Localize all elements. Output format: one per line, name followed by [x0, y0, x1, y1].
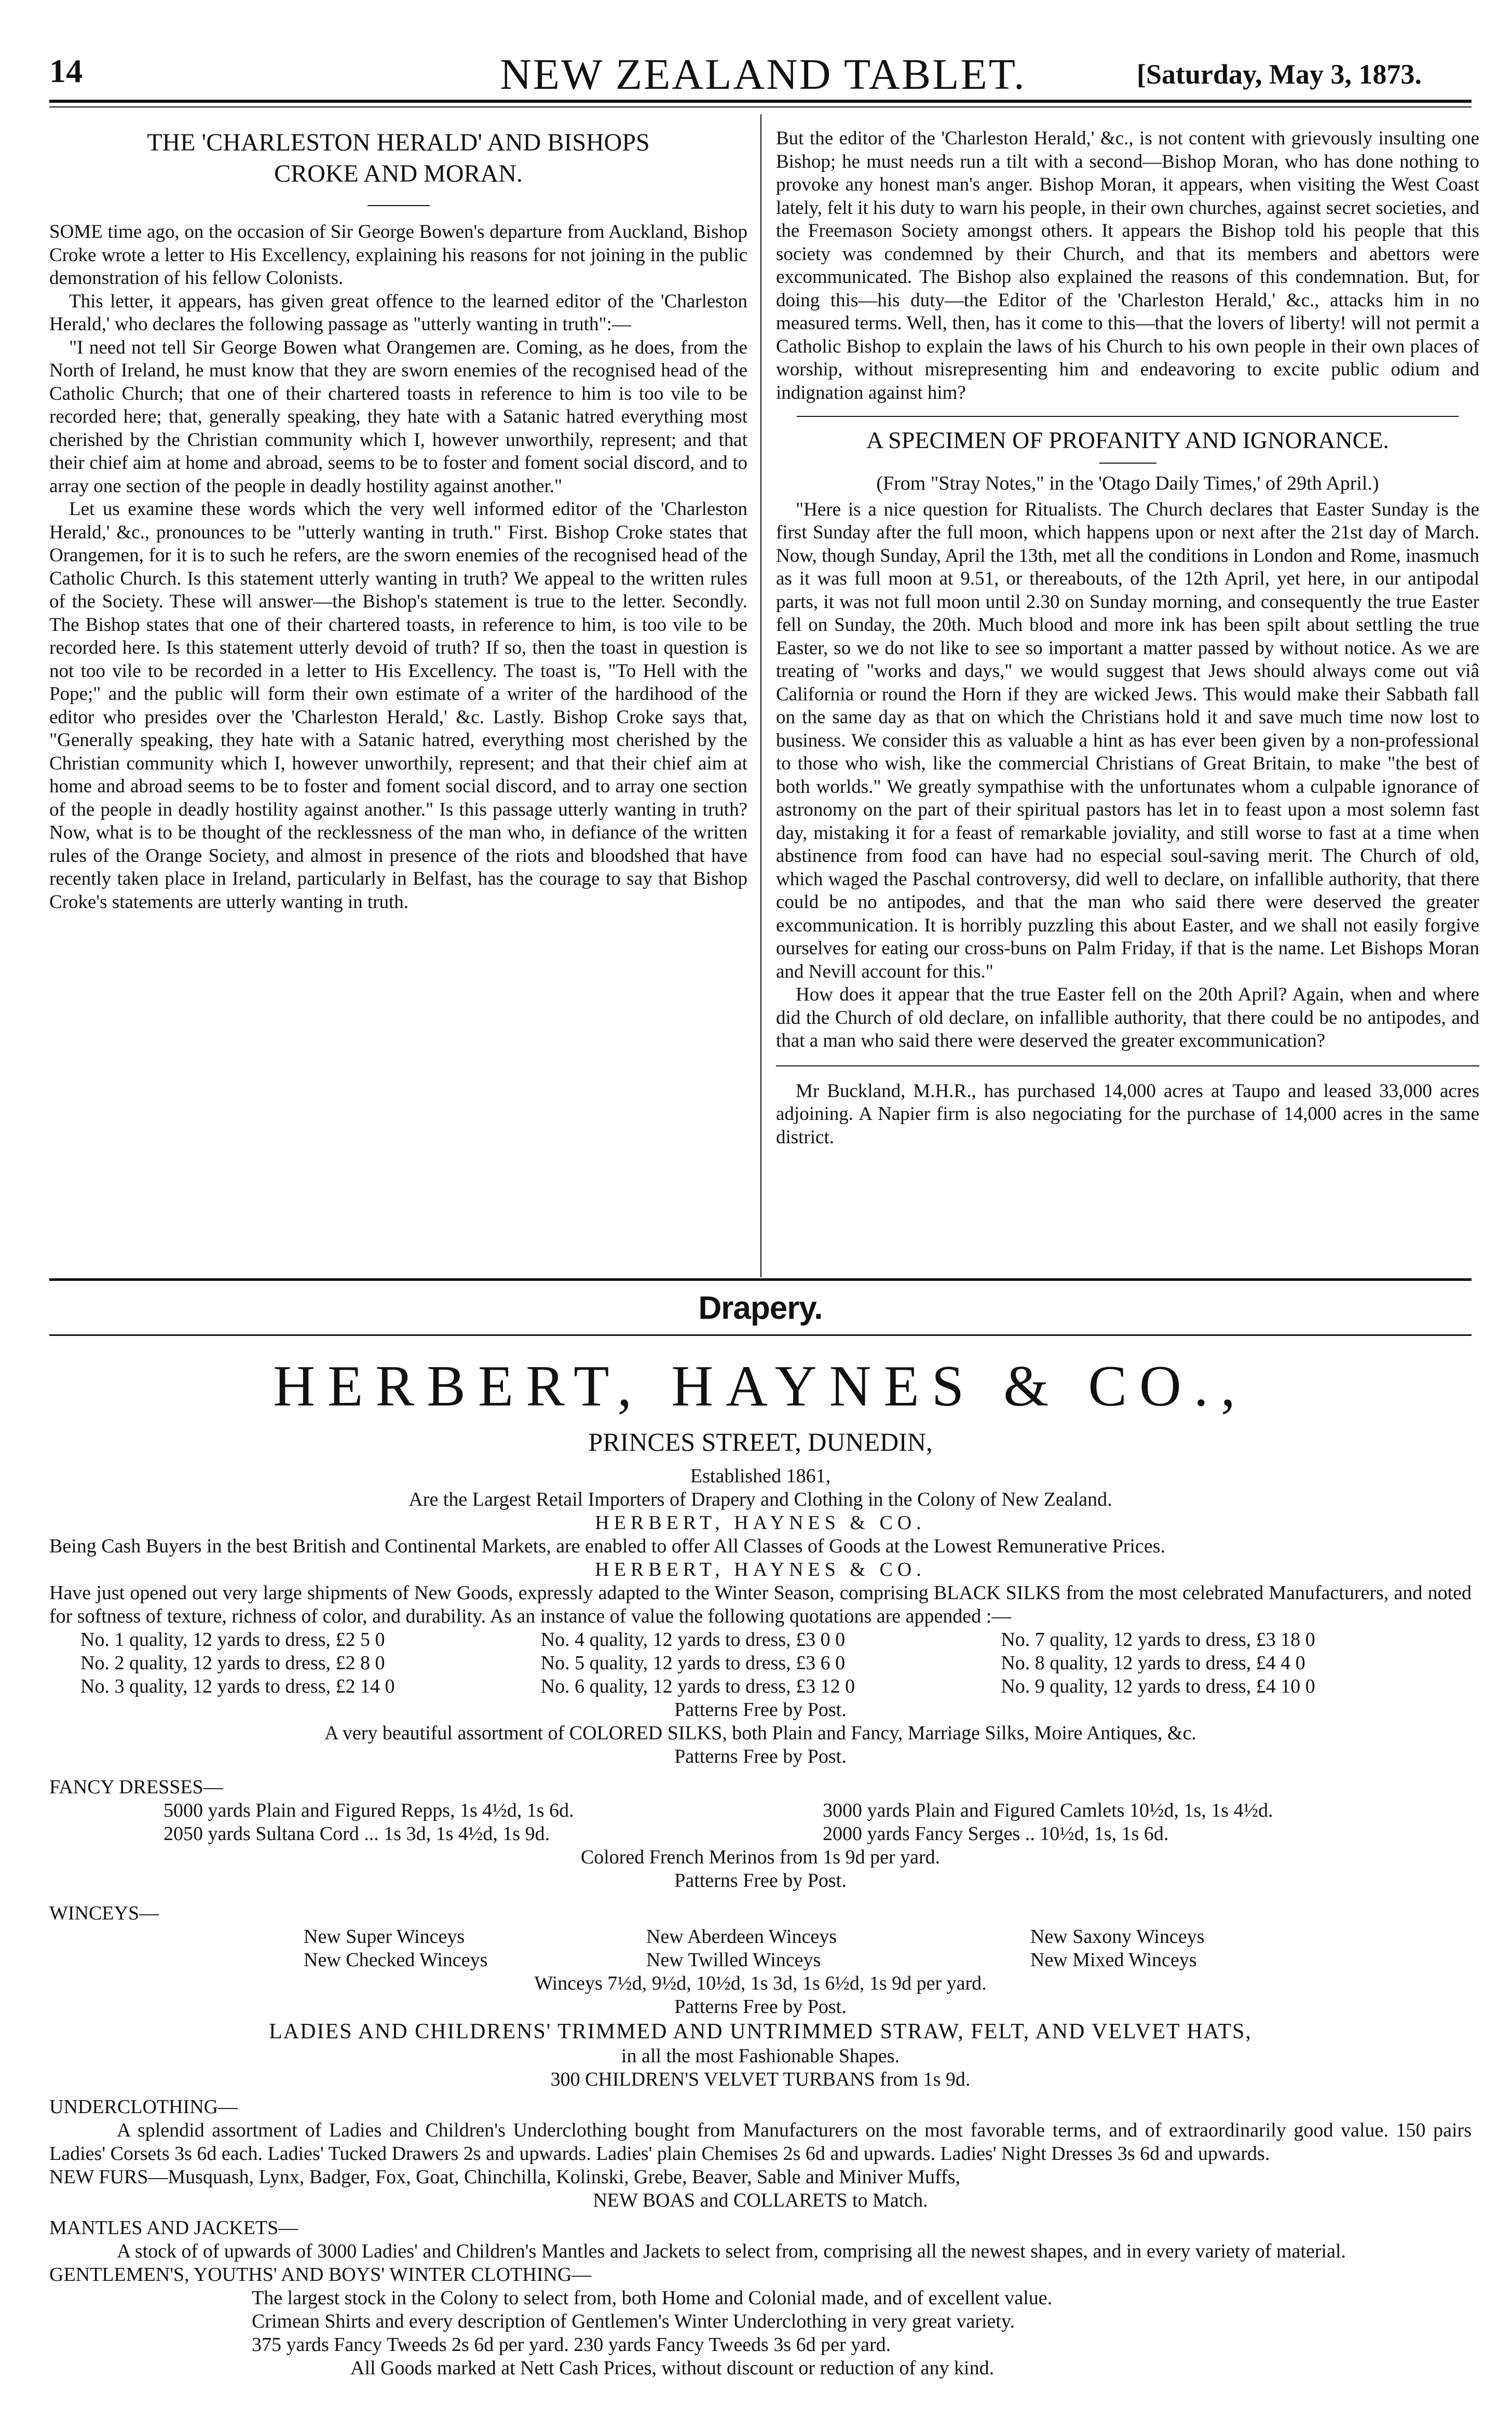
article-title-line2: CROKE AND MORAN. — [274, 160, 523, 187]
table-row — [80, 1675, 1461, 1698]
price-cell: 5000 yards Plain and Figured Repps, 1s 4½d, 1s 6d. — [164, 1800, 574, 1821]
patterns-free: Patterns Free by Post. — [674, 1699, 847, 1721]
wincey-cell: New Saxony Winceys — [1030, 1926, 1205, 1948]
gents-line: Crimean Shirts and every description of Gentlemen's Winter Underclothing in very great variety. — [252, 2310, 1015, 2332]
gents-line: 375 yards Fancy Tweeds 2s 6d per yard. 230 yards Fancy Tweeds 3s 6d per yard. — [252, 2334, 891, 2356]
merinos: Colored French Merinos from 1s 9d per yard. — [580, 1846, 941, 1868]
gents-line: The largest stock in the Colony to select from, both Home and Colonial made, and of excellent value. — [252, 2287, 1053, 2309]
hats-subline: in all the most Fashionable Shapes. — [621, 2045, 900, 2067]
article-body — [49, 221, 747, 914]
quotation-cell: No. 1 quality, 12 yards to dress, £2 5 0 — [80, 1629, 385, 1651]
paragraph: This letter, it appears, has given great offence to the learned editor of the 'Charleston Herald,' who declares the following passage as "utterly wanting in truth":— — [49, 290, 747, 335]
patterns-free: Patterns Free by Post. — [674, 1746, 847, 1767]
price-cell: 2000 yards Fancy Serges .. 10½d, 1s, 1s 6d. — [823, 1823, 1169, 1845]
page-number: 14 — [49, 52, 83, 89]
title-separator — [367, 205, 430, 206]
gents-line: All Goods marked at Nett Cash Prices, without discount or reduction of any kind. — [350, 2357, 995, 2379]
fancy-dresses-table — [164, 1799, 1357, 1846]
land-purchase-note: Mr Buckland, M.H.R., has purchased 14,000 acres at Taupo and leased 33,000 acres adjoining. A Napier firm is also negociating for the purchase of 14,000 acres in the same district. — [776, 1080, 1479, 1148]
firm-name-repeat: HERBERT, HAYNES & CO. — [595, 1559, 926, 1580]
right-column — [776, 127, 1479, 1149]
quoted-paragraph: "Here is a nice question for Ritualists. The Church declares that Easter Sunday is the first Sunday after the full moon, which happens upon or next after the 21st day of March. Now, though Sunday, April the 13th, met all the conditions in London and Rome, inasmuch as it was full moon at 9.51, or thereabouts, of the 12th April, yet here, in our antipodal parts, it was not full moon until 2.30 on Sunday morning, and consequently the true Easter fell on Sunday, the 20th. Much blood and more ink has been spilt about settling the true Easter, so we do not like to see so important a matter passed by without notice. As we are treating of "works and days," we would suggest that Jews should always come out viâ California or round the Horn if they are wicked Jews. This would make their Sabbath fall on the same day as that on which the Christians hold it and save much time now lost to business. We consider this as valuable a hint as has ever been given by a non-professional to those who wish, like the commercial Christians of Great Britain, to make "the best of both worlds." We greatly sympathise with the unfortunates whom a culpable ignorance of astronomy on the part of their spiritual pastors has let in to feast upon a most solemn fast day, mistaking it for a feast of remarkable joviality, and still worse to fast at a time when abstinence from food can have had no especial soul-saving merit. The Church of old, which waged the Paschal controversy, did well to declare, on infallible authority, that there could be no antipodes, and that the man who said there were deserved the greater excommunication. It is horribly puzzling this about Easter, and we shall not easily forgive ourselves for eating our cross-buns on Palm Friday, if that is the name. Let Bishops Moran and Nevill account for this." — [776, 498, 1479, 982]
section-rule — [776, 1065, 1479, 1066]
title-separator — [1099, 463, 1156, 464]
winceys-heading: WINCEYS— — [49, 1902, 159, 1924]
shipments-text: Have just opened out very large shipments of New Goods, expressly adapted to the Winter Season, comprising BLACK SILKS from the most celebrated Manufacturers, and noted for softness of texture, richness of color, and durability. As an instance of value the following quotations are appended :— — [49, 1582, 1472, 1627]
cash-buyers: Being Cash Buyers in the best British and Continental Markets, are enabled to offer All Classes of Goods at the Lowest Remunerative Prices. — [49, 1535, 1166, 1557]
header-rule-thin — [49, 106, 1472, 107]
quotation-cell: No. 2 quality, 12 yards to dress, £2 8 0 — [80, 1652, 385, 1674]
section-rule — [797, 416, 1459, 417]
advert-body — [49, 1425, 1472, 2380]
column-divider — [760, 114, 761, 1277]
turbans-line: 300 CHILDREN'S VELVET TURBANS from 1s 9d. — [550, 2069, 971, 2090]
gents-heading: GENTLEMEN'S, YOUTHS' AND BOYS' WINTER CLOTHING— — [49, 2264, 592, 2286]
firm-name-repeat: HERBERT, HAYNES & CO. — [595, 1512, 926, 1534]
price-cell: 2050 yards Sultana Cord ... 1s 3d, 1s 4½d, 1s 9d. — [164, 1823, 550, 1845]
boas-line: NEW BOAS and COLLARETS to Match. — [593, 2189, 928, 2211]
article-continuation — [776, 127, 1479, 404]
article-title: A SPECIMEN OF PROFANITY AND IGNORANCE. — [866, 427, 1389, 453]
black-silk-quotations — [80, 1628, 1461, 1698]
table-row — [80, 1628, 1461, 1652]
claim: Are the Largest Retail Importers of Drapery and Clothing in the Colony of New Zealand. — [408, 1489, 1112, 1510]
established: Established 1861, — [690, 1465, 831, 1487]
mantles-text: A stock of of upwards of 3000 Ladies' and Children's Mantles and Jackets to select from, comprising all the newest shapes, and in every variety of material. — [117, 2240, 1346, 2262]
quotation-cell: No. 6 quality, 12 yards to dress, £3 12 0 — [540, 1675, 855, 1697]
fancy-dresses-heading: FANCY DRESSES— — [49, 1776, 223, 1798]
wincey-cell: New Super Winceys — [304, 1926, 465, 1948]
patterns-free: Patterns Free by Post. — [674, 1870, 847, 1891]
article-title-line1: THE 'CHARLESTON HERALD' AND BISHOPS — [147, 129, 650, 156]
masthead: NEW ZEALAND TABLET. — [500, 50, 1026, 99]
wincey-cell: New Mixed Winceys — [1030, 1949, 1197, 1971]
table-row — [304, 1925, 1342, 1949]
table-row — [304, 1949, 1342, 1972]
article-charleston-herald — [49, 127, 747, 914]
quotation-cell: No. 9 quality, 12 yards to dress, £4 10 0 — [1001, 1675, 1315, 1697]
table-row — [164, 1799, 1357, 1822]
wincey-cell: New Checked Winceys — [304, 1949, 488, 1971]
hats-line: LADIES AND CHILDRENS' TRIMMED AND UNTRIMMED STRAW, FELT, AND VELVET HATS, — [269, 2020, 1252, 2044]
quotation-cell: No. 7 quality, 12 yards to dress, £3 18 0 — [1001, 1629, 1315, 1651]
paragraph: But the editor of the 'Charleston Herald,' &c., is not content with grievously insulting one Bishop; he must needs run a tilt with a second—Bishop Moran, who has done nothing to provoke any honest man's anger. Bishop Moran, it appears, when visiting the West Coast lately, felt it his duty to warn his people, in their own churches, against secret societies, and the Freemason Society amongst others. It appears the Bishop told his people that this society was condemned by their Church, and that its members and abettors were excommunicated. The Bishop also explained the reasons of this condemnation. But, for doing this—his duty—the Editor of the 'Charleston Herald,' &c., attacks him in no measured terms. Well, then, has it come to this—that the lovers of liberty! will not permit a Catholic Bishop to explain the laws of his Church to his own people in their own places of worship, without misrepresenting him and endeavoring to excite public odium and indignation against him? — [776, 128, 1479, 403]
patterns-free: Patterns Free by Post. — [674, 1996, 847, 2018]
gents-lines — [252, 2287, 1472, 2380]
paragraph: How does it appear that the true Easter fell on the 20th April? Again, when and where did the Church of old declare, on infallible authority, that there could be no antipodes, and that a man who said there were deserved the greater excommunication? — [776, 984, 1479, 1051]
advert-rule-top — [49, 1278, 1472, 1281]
header-rule-thick — [49, 100, 1472, 103]
quotation-cell: No. 3 quality, 12 yards to dress, £2 14 0 — [80, 1675, 395, 1697]
table-row — [80, 1652, 1461, 1675]
quoted-paragraph: "I need not tell Sir George Bowen what Orangemen are. Coming, as he does, from the North of Ireland, he must know that they are sworn enemies of the recognised head of the Catholic Church; that one of their chartered toasts in reference to him is too vile to be recorded here; that, generally speaking, they hate with a Satanic hatred everything most cherished by the Christian community which I, however unworthily, represent; and that their chief aim at home and abroad, seems to be to foster and foment social discord, and to array one section of the people in deadly hostility against another." — [49, 336, 747, 497]
firm-name: HERBERT, HAYNES & CO., — [273, 1354, 1248, 1418]
price-cell: 3000 yards Plain and Figured Camlets 10½d, 1s, 1s 4½d. — [823, 1800, 1273, 1821]
section-heading-drapery: Drapery. — [698, 1290, 823, 1326]
underclothing-heading: UNDERCLOTHING— — [49, 2096, 238, 2118]
furs-line: NEW FURS—Musquash, Lynx, Badger, Fox, Goat, Chinchilla, Kolinski, Grebe, Beaver, Sable and Miniver Muffs, — [49, 2166, 960, 2188]
winceys-table — [304, 1925, 1342, 1972]
quotation-cell: No. 4 quality, 12 yards to dress, £3 0 0 — [540, 1629, 846, 1651]
paragraph: Let us examine these words which the very well informed editor of the 'Charleston Herald,' &c., pronounces to be "utterly wanting in truth." First. Bishop Croke states that Orangemen, for it is to such he refers, are the sworn enemies of the recognised head of the Catholic Church. Is this statement utterly wanting in truth? We appeal to the written rules of the Society. These will answer—the Bishop's statement is true to the letter. Secondly. The Bishop states that one of their chartered toasts, in reference to him, is too vile to be recorded here. Is this statement utterly devoid of truth? If so, then the toast in question is not too vile to be recorded in a letter to His Excellency. The toast is, "To Hell with the Pope;" and the public will form their own estimate of a writer of the hardihood of the editor who presides over the 'Charleston Herald,' &c. Lastly. Bishop Croke says that, "Generally speaking, they hate with a Satanic hatred, everything most cherished by the Christian community which I, however unworthily, represent; and that their chief aim at home and abroad seems to be to foster and foment social discord, and to array one section of the people in deadly hostility against another." Is this passage utterly wanting in truth? Now, what is to be thought of the recklessness of the man who, in defiance of the written rules of the Orange Society, and almost in presence of the riots and bloodshed that have recently taken place in Ireland, particularly in Belfast, has the courage to say that Bishop Croke's statements are utterly wanting in truth. — [49, 498, 747, 913]
mantles-heading: MANTLES AND JACKETS— — [49, 2217, 298, 2239]
article-body — [776, 498, 1479, 1053]
quotation-cell: No. 8 quality, 12 yards to dress, £4 4 0 — [1001, 1652, 1305, 1674]
table-row — [164, 1822, 1357, 1846]
paragraph: SOME time ago, on the occasion of Sir George Bowen's departure from Auckland, Bishop Croke wrote a letter to His Excellency, explaining his reasons for not joining in the public demonstration of his fellow Colonists. — [49, 221, 747, 289]
advert-rule — [49, 1334, 1472, 1336]
article-source: (From "Stray Notes," in the 'Otago Daily Times,' of 29th April.) — [876, 472, 1379, 494]
colored-silks: A very beautiful assortment of COLORED SILKS, both Plain and Fancy, Marriage Silks, Moire Antiques, &c. — [324, 1722, 1196, 1744]
winceys-prices: Winceys 7½d, 9½d, 10½d, 1s 3d, 1s 6½d, 1s 9d per yard. — [534, 1972, 987, 1994]
firm-address: PRINCES STREET, DUNEDIN, — [588, 1427, 933, 1456]
underclothing-text: A splendid assortment of Ladies and Children's Underclothing bought from Manufacturers on the most favorable terms, and of extraordinarily good value. 150 pairs Ladies' Corsets 3s 6d each. Ladies' Tucked Drawers 2s and upwards. Ladies' plain Chemises 2s 6d and upwards. Ladies' Night Dresses 3s 6d and upwards. — [49, 2119, 1472, 2165]
quotation-cell: No. 5 quality, 12 yards to dress, £3 6 0 — [540, 1652, 846, 1674]
issue-date: [Saturday, May 3, 1873. — [1137, 59, 1422, 90]
wincey-cell: New Twilled Winceys — [646, 1949, 821, 1971]
wincey-cell: New Aberdeen Winceys — [646, 1926, 837, 1948]
